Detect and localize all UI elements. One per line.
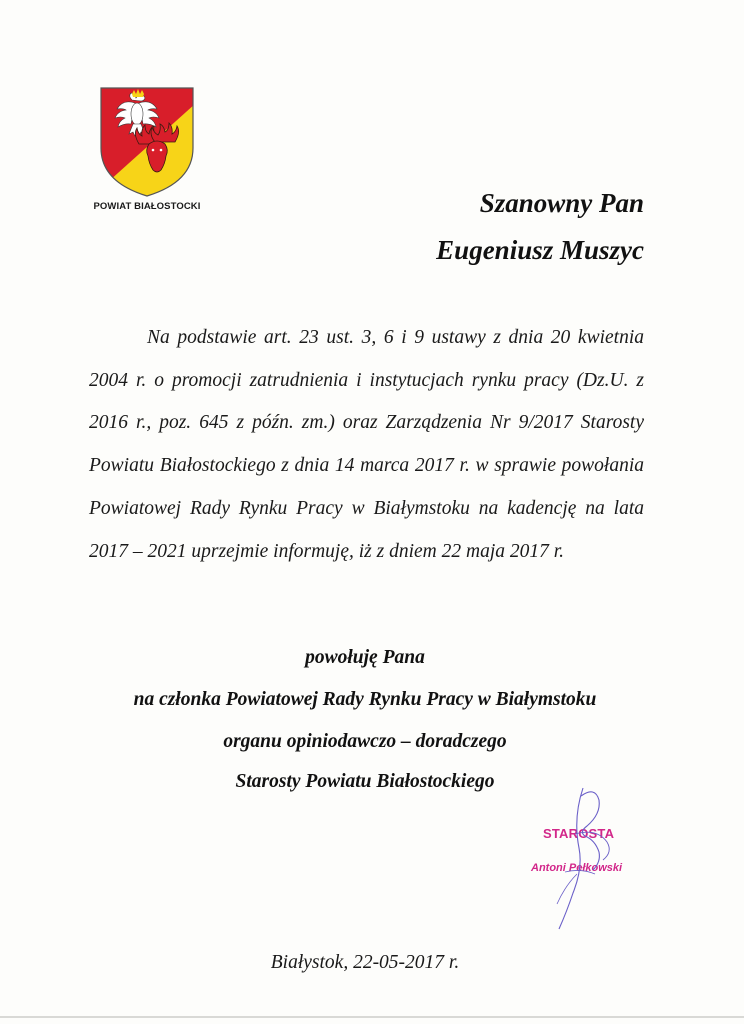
page-edge-divider (0, 1016, 744, 1018)
stamp-title: STAROSTA (543, 826, 615, 841)
place-and-date: Białystok, 22-05-2017 r. (270, 952, 460, 973)
appointment-line: Starosty Powiatu Białostockiego (235, 771, 495, 792)
appointment-line: powołuję Pana (305, 647, 425, 668)
appointment-line: organu opiniodawczo – doradczego (223, 731, 507, 752)
crest-caption: POWIAT BIAŁOSTOCKI (93, 201, 201, 212)
handwritten-signature (535, 784, 645, 934)
stamp-name: Antoni Pełkowski (531, 862, 623, 874)
recipient-name: Eugeniusz Muszyc (436, 235, 644, 265)
salutation-line: Szanowny Pan (479, 188, 644, 218)
coat-of-arms-icon (99, 86, 195, 198)
body-paragraph-text: Na podstawie art. 23 ust. 3, 6 i 9 ustawy z dnia 20 kwietnia 2004 r. o promocji zatrudnienia i instytucjach rynku pracy (Dz.U. z 2016 r., poz. 645 z późn. zm.) oraz Zarządzenia Nr 9/2017 Starosty Powiatu Białostockiego z dnia 14 marca 2017 r. w sprawie powołania Powiatowej Rady Rynku Pracy w Białymstoku na kadencję na lata 2017 – 2021 uprzejmie informuję, iż z dniem 22 maja 2017 r. (89, 327, 644, 562)
appointment-line: na członka Powiatowej Rady Rynku Pracy w Białymstoku (133, 689, 597, 710)
body-paragraph (89, 317, 644, 573)
